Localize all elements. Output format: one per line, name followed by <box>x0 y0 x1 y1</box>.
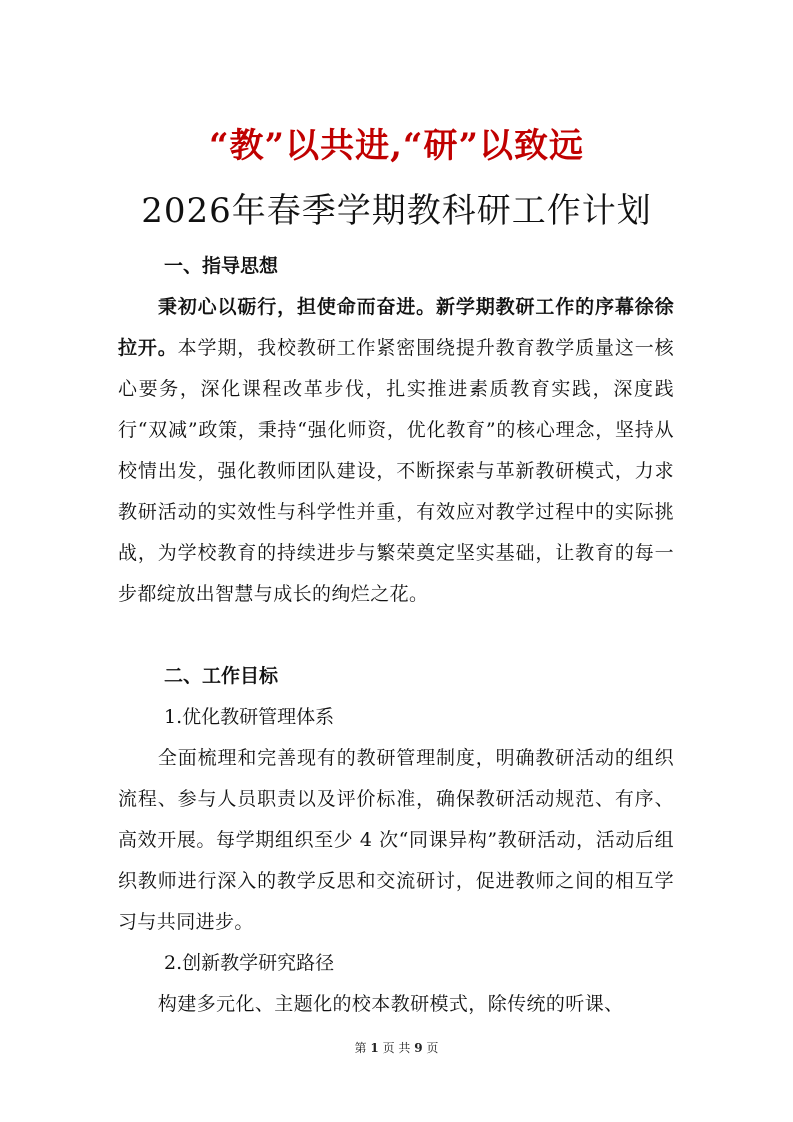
footer-prefix: 第 <box>354 1041 367 1055</box>
paragraph-body: 本学期，我校教研工作紧密围绕提升教育教学质量这一核心要务，深化课程改革步伐，扎实推进素质教育实践，深度践行“双减”政策，秉持“强化师资，优化教育”的核心理念，坚持从校情出发，强化教师团队建设，不断探索与革新教研模式，力求教研活动的实效性与科学性并重，有效应对教学过程中的实际挑战，为学校教育的持续进步与繁荣奠定坚实基础，让教育的每一步都绽放出智慧与成长的绚烂之花。 <box>118 337 674 605</box>
footer-suffix: 页 <box>426 1041 439 1055</box>
paragraph-lead: 秉初心以砺行，担使命而奋进。新学期教研工作的序幕徐徐拉开。 <box>118 296 674 359</box>
subsection-heading-1: 1.优化教研管理体系 <box>164 706 335 728</box>
page-number-footer <box>0 1040 793 1056</box>
subsection-paragraph-1: 全面梳理和完善现有的教研管理制度，明确教研活动的组织流程、参与人员职责以及评价标准，确保教研活动规范、有序、高效开展。每学期组织至少 4 次“同课异构”教研活动，活动后组织教师进行深入的教学反思和交流研讨，促进教师之间的相互学习与共同进步。 <box>118 747 674 933</box>
section-paragraph-1 <box>118 287 674 615</box>
section-heading-1: 一、指导思想 <box>164 255 279 277</box>
footer-current-page: 1 <box>370 1041 379 1055</box>
subsection-heading-2: 2.创新教学研究路径 <box>164 952 335 974</box>
footer-total-pages: 9 <box>414 1041 423 1055</box>
page-title: 2026年春季学期教科研工作计划 <box>141 191 652 231</box>
section-heading-2: 二、工作目标 <box>164 665 279 687</box>
subsection-paragraph-2: 构建多元化、主题化的校本教研模式，除传统的听课、 <box>157 993 624 1015</box>
slogan-title: “教”以共进,“研”以致远 <box>208 126 585 166</box>
section-guiding-ideology <box>118 246 674 615</box>
footer-middle: 页 共 <box>382 1041 411 1055</box>
section-work-goals <box>118 656 674 1025</box>
